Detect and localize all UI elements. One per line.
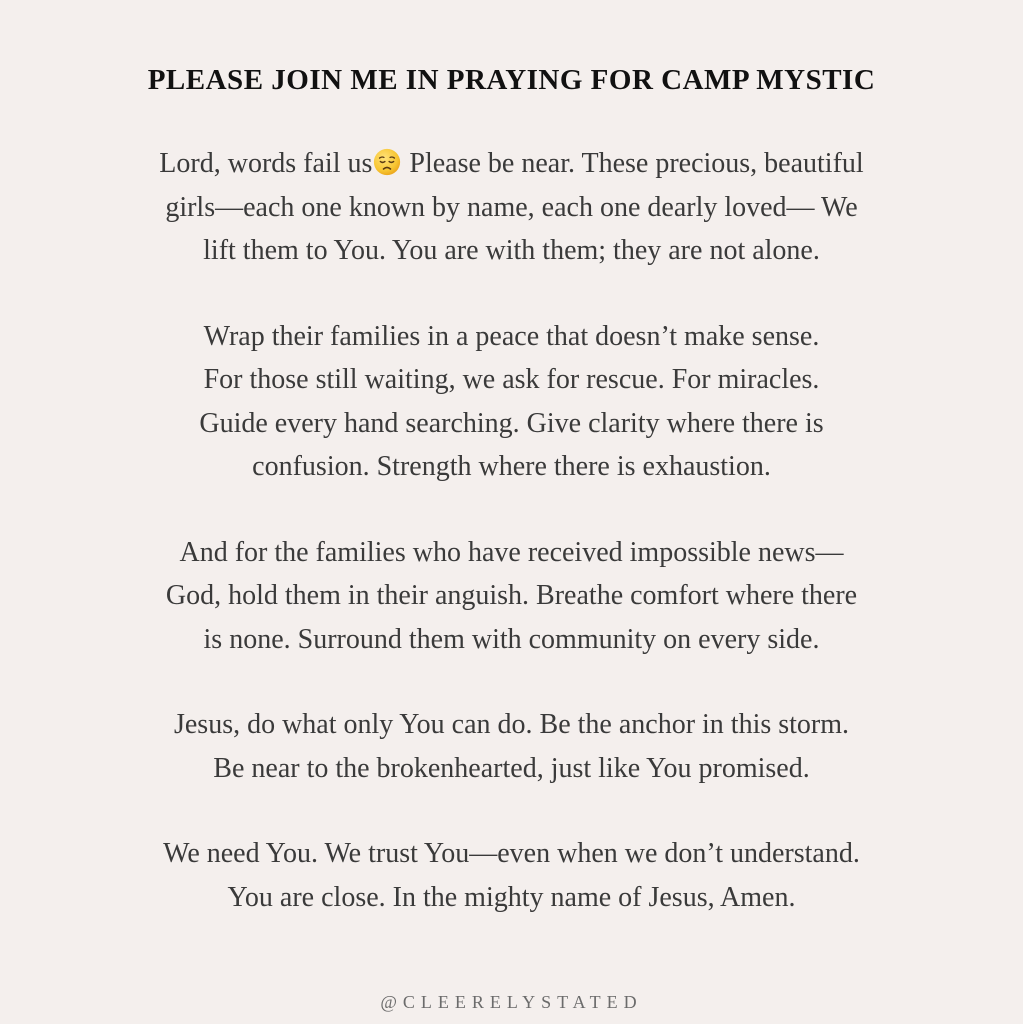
prayer-line: Guide every hand searching. Give clarity where there is bbox=[199, 407, 824, 439]
prayer-line-text: Please be near. These precious, beautiful bbox=[402, 148, 864, 179]
prayer-paragraph-4 bbox=[0, 703, 1023, 790]
prayer-line: lift them to You. You are with them; they are not alone. bbox=[203, 235, 820, 266]
prayer-line: God, hold them in their anguish. Breathe comfort where there bbox=[165, 580, 858, 611]
prayer-line bbox=[0, 142, 1023, 186]
page-title: PLEASE JOIN ME IN PRAYING FOR CAMP MYSTIC bbox=[147, 64, 876, 96]
prayer-line: confusion. Strength where there is exhaustion. bbox=[252, 451, 771, 482]
prayer-line: For those still waiting, we ask for rescue. For miracles. bbox=[203, 364, 820, 395]
prayer-paragraph-2 bbox=[0, 315, 1023, 489]
prayer-line: Jesus, do what only You can do. Be the anchor in this storm. bbox=[173, 709, 850, 740]
prayer-line: You are close. In the mighty name of Jesus, Amen. bbox=[227, 881, 796, 913]
prayer-line: And for the families who have received impossible news— bbox=[179, 536, 844, 568]
prayer-line: Be near to the brokenhearted, just like You promised. bbox=[213, 752, 810, 784]
prayer-line: is none. Surround them with community on every side. bbox=[203, 623, 820, 655]
prayer-paragraph-1 bbox=[0, 142, 1023, 273]
prayer-line: We need You. We trust You—even when we don’t understand. bbox=[163, 838, 860, 869]
prayer-line: girls—each one known by name, each one dearly loved— We bbox=[165, 191, 858, 223]
disappointed-face-icon bbox=[373, 148, 401, 176]
footer-handle: @CLEERELYSTATED bbox=[380, 992, 643, 1012]
prayer-line-text: Lord, words fail us bbox=[159, 148, 373, 179]
prayer-line: Wrap their families in a peace that doesn’t make sense. bbox=[203, 320, 820, 352]
prayer-paragraph-5 bbox=[0, 832, 1023, 919]
prayer-paragraph-3 bbox=[0, 531, 1023, 662]
prayer-body bbox=[0, 142, 1023, 961]
